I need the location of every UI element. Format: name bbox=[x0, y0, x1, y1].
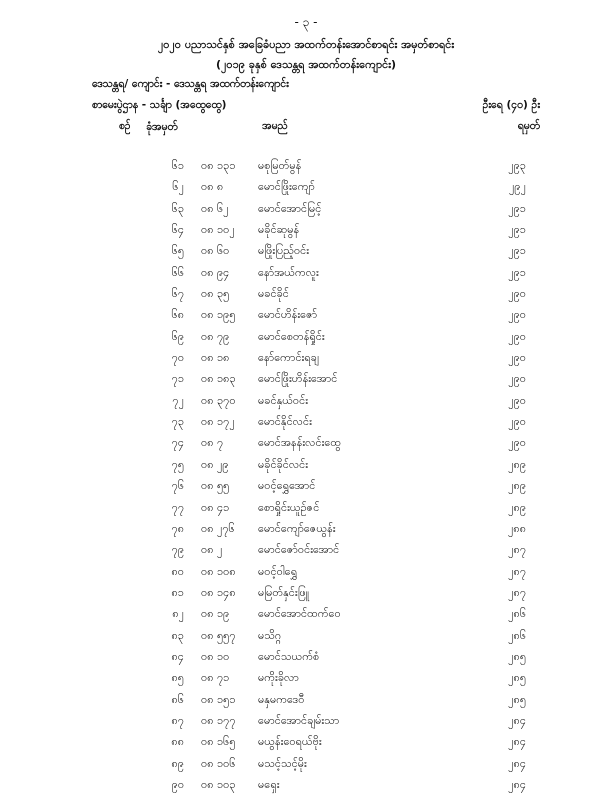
row-serial-no: ၈၅ bbox=[171, 671, 184, 685]
row-score: ၂၈၆ bbox=[508, 607, 526, 621]
table-row bbox=[0, 305, 612, 326]
row-score: ၂၈၇ bbox=[508, 585, 526, 599]
row-name: မရှေး bbox=[258, 777, 280, 791]
row-serial-no: ၈၇ bbox=[171, 713, 184, 727]
table-row bbox=[0, 348, 612, 369]
row-roll-number: ၀၈ ၁၆၅ bbox=[201, 735, 236, 749]
row-score: ၂၉၃ bbox=[508, 159, 526, 172]
row-serial-no: ၆၁ bbox=[171, 159, 184, 172]
row-score: ၂၉၀ bbox=[508, 287, 526, 301]
table-row bbox=[0, 562, 612, 583]
row-roll-number: ၀၈ ၁၀၃ bbox=[201, 777, 236, 791]
row-score: ၂၉၀ bbox=[508, 329, 526, 343]
row-serial-no: ၈၃ bbox=[171, 628, 184, 642]
row-name: မောင်အောင်ထက်ဝေ bbox=[258, 607, 341, 621]
exam-department-line: စာမေးပွဲဌာန - သင်္ချာ (အထွေထွေ) bbox=[92, 99, 227, 111]
row-serial-no: ၈၂ bbox=[172, 607, 184, 621]
row-name: မသင့်သင့်မိုး bbox=[258, 756, 307, 770]
row-roll-number: ၀၈ ၁၇၂ bbox=[201, 415, 235, 429]
page-number: - ၃ - bbox=[294, 15, 318, 29]
table-row bbox=[0, 498, 612, 519]
table-row bbox=[0, 369, 612, 390]
row-score: ၂၉၁ bbox=[508, 201, 526, 215]
table-row bbox=[0, 647, 612, 668]
row-serial-no: ၇၉ bbox=[171, 543, 184, 557]
row-name: မယွန်းဝေရယ်ဗိုး bbox=[258, 735, 322, 749]
row-serial-no: ၈၀ bbox=[171, 564, 184, 578]
row-roll-number: ၀၈ ၄၁ bbox=[201, 500, 230, 514]
row-serial-no: ၇၅ bbox=[171, 457, 184, 471]
row-serial-no: ၈၈ bbox=[171, 735, 184, 749]
table-row bbox=[0, 156, 612, 177]
row-score: ၂၈၈ bbox=[508, 521, 526, 535]
row-score: ၂၈၄ bbox=[508, 735, 526, 749]
row-serial-no: ၆၃ bbox=[171, 201, 184, 215]
row-score: ၂၉၀ bbox=[508, 351, 526, 365]
table-row bbox=[0, 412, 612, 433]
row-serial-no: ၆၇ bbox=[171, 287, 184, 301]
header-score: ရမှတ် bbox=[517, 120, 540, 132]
row-roll-number: ၀၈ ၁၈ bbox=[201, 351, 230, 365]
row-roll-number: ၀၈ ၉၄ bbox=[201, 265, 230, 279]
row-roll-number: ၀၈ ၆၂ bbox=[201, 201, 229, 215]
row-score: ၂၉၁ bbox=[508, 244, 526, 258]
row-name: မောင်ဟိန်းဇော် bbox=[258, 308, 318, 322]
row-score: ၂၉၀ bbox=[508, 436, 526, 450]
row-roll-number: ၀၈ ၁၀၂ bbox=[201, 223, 235, 237]
row-name: မဝင့်ဝါရွှေ bbox=[258, 564, 298, 578]
table-row bbox=[0, 754, 612, 775]
row-serial-no: ၈၁ bbox=[171, 585, 184, 599]
table-row bbox=[0, 775, 612, 796]
table-row bbox=[0, 476, 612, 497]
row-score: ၂၉၂ bbox=[509, 180, 526, 194]
row-roll-number: ၀၈ ၁၈၃ bbox=[201, 372, 236, 386]
table-row bbox=[0, 604, 612, 625]
row-score: ၂၈၄ bbox=[508, 713, 526, 727]
row-name: မောင်ကျော်ဇေယွန်း bbox=[258, 521, 336, 535]
row-serial-no: ၈၆ bbox=[171, 692, 184, 706]
row-roll-number: ၀၈ ၆၀ bbox=[201, 244, 230, 258]
row-serial-no: ၆၈ bbox=[171, 308, 184, 322]
table-row bbox=[0, 732, 612, 753]
row-serial-no: ၆၆ bbox=[171, 265, 184, 279]
row-roll-number: ၀၈ ၁၀၈ bbox=[201, 564, 236, 578]
row-roll-number: ၀၈ ၁၉၅ bbox=[201, 308, 236, 322]
row-roll-number: ၀၈ ၁၃၁ bbox=[201, 159, 236, 172]
row-roll-number: ၀၈ ၁၀၆ bbox=[201, 756, 236, 770]
table-row bbox=[0, 284, 612, 305]
table-header bbox=[0, 120, 612, 150]
row-score: ၂၈၉ bbox=[508, 500, 526, 514]
document-title: ၂၀၂၀ ပညာသင်နှစ် အခြေခံပညာ အထက်တန်းအောင်စာရင်း အမှတ်စာရင်း bbox=[157, 38, 455, 51]
row-serial-no: ၇၈ bbox=[171, 521, 184, 535]
table-row bbox=[0, 327, 612, 348]
row-score: ၂၈၉ bbox=[508, 479, 526, 493]
row-score: ၂၉၁ bbox=[508, 223, 526, 237]
row-score: ၂၈၆ bbox=[508, 628, 526, 642]
row-serial-no: ၇၂ bbox=[172, 393, 184, 407]
row-name: မောင်ဇော်ဝင်းအောင် bbox=[258, 543, 340, 557]
row-score: ၂၉၀ bbox=[508, 308, 526, 322]
row-roll-number: ၀၈ ၈ bbox=[201, 180, 224, 194]
table-row bbox=[0, 690, 612, 711]
row-name: မစုမြတ်မွန် bbox=[258, 159, 302, 172]
document-subtitle: (၂၀၁၉ ခုနှစ် ဒေသန္တရ အထက်တန်းကျောင်း) bbox=[215, 58, 397, 71]
row-serial-no: ၇၆ bbox=[171, 479, 184, 493]
table-row bbox=[0, 583, 612, 604]
row-serial-no: ၇၇ bbox=[171, 500, 184, 514]
row-serial-no: ၆၉ bbox=[171, 329, 184, 343]
row-roll-number: ၀၈ ၅၅ bbox=[201, 479, 230, 493]
row-serial-no: ၇၃ bbox=[171, 415, 184, 429]
region-school-line: ဒေသန္တရ/ ကျောင်း - ဒေသန္တရ အထက်တန်းကျောင်း bbox=[92, 78, 289, 90]
table-row bbox=[0, 711, 612, 732]
row-roll-number: ၀၈ ၅၅၇ bbox=[201, 628, 236, 642]
row-score: ၂၈၉ bbox=[508, 457, 526, 471]
row-serial-no: ၆၄ bbox=[171, 223, 184, 237]
row-name: မောင်ဖြိုးကျော် bbox=[258, 180, 315, 194]
row-roll-number: ၀၈ ၁၄၈ bbox=[201, 585, 236, 599]
row-serial-no: ၈၉ bbox=[171, 756, 184, 770]
table-row bbox=[0, 433, 612, 454]
table-row bbox=[0, 241, 612, 262]
row-roll-number: ၀၈ ၇ bbox=[201, 436, 224, 450]
row-score: ၂၈၅ bbox=[508, 692, 526, 706]
results-table bbox=[0, 156, 612, 796]
row-score: ၂၈၇ bbox=[508, 564, 526, 578]
table-row bbox=[0, 519, 612, 540]
row-name: မဖြိုးပြည့်ဝင်း bbox=[258, 244, 310, 258]
row-name: မနှမကဒေဝီ bbox=[258, 692, 305, 706]
row-roll-number: ၀၈ ၇၉ bbox=[201, 329, 230, 343]
candidate-count: ဦးရေ (၄၀) ဦး bbox=[482, 99, 540, 111]
row-name: စောရှိုင်းယူဉ်ဇင် bbox=[258, 500, 320, 514]
row-roll-number: ၀၈ ၁၇၇ bbox=[201, 713, 236, 727]
row-name: နော်အယ်ကလူး bbox=[258, 265, 319, 279]
table-row bbox=[0, 263, 612, 284]
row-name: မမြတ်နှင်းဖြူ bbox=[258, 585, 310, 599]
row-score: ၂၉၀ bbox=[508, 372, 526, 386]
header-serial-no: စဉ် bbox=[119, 120, 131, 132]
row-roll-number: ၀၈ ၃၅ bbox=[201, 287, 230, 301]
row-roll-number: ၀၈ ၂၇၆ bbox=[201, 521, 235, 535]
row-score: ၂၈၄ bbox=[508, 756, 526, 770]
table-row bbox=[0, 177, 612, 198]
row-name: နော်ကောင်းရချ bbox=[258, 351, 319, 365]
row-score: ၂၉၀ bbox=[508, 393, 526, 407]
row-roll-number: ၀၈ ၁၉ bbox=[201, 607, 230, 621]
row-score: ၂၈၅ bbox=[508, 671, 526, 685]
row-name: မဝင့်ရွှေအောင် bbox=[258, 479, 316, 493]
row-score: ၂၉၁ bbox=[508, 265, 526, 279]
table-row bbox=[0, 391, 612, 412]
row-name: မောင်အောင်ချမ်းသာ bbox=[258, 713, 340, 727]
row-score: ၂၈၇ bbox=[508, 543, 526, 557]
row-name: မခင်ခိုင် bbox=[258, 287, 289, 301]
row-name: မောင်နိုင်လင်း bbox=[258, 415, 312, 429]
row-roll-number: ၀၈ ၁၀ bbox=[201, 649, 230, 663]
row-name: မောင်အနန်းလင်းထွေ bbox=[258, 436, 341, 450]
table-row bbox=[0, 626, 612, 647]
table-row bbox=[0, 455, 612, 476]
row-serial-no: ၇၄ bbox=[171, 436, 184, 450]
row-name: မကိုးခိုလာ bbox=[258, 671, 299, 685]
table-row bbox=[0, 199, 612, 220]
row-name: မောင်စေတန်ရှိုင်း bbox=[258, 329, 325, 343]
row-name: မခိုင်ခိုင်လင်း bbox=[258, 457, 309, 471]
row-serial-no: ၇၀ bbox=[171, 351, 184, 365]
row-roll-number: ၀၈ ၃၇၀ bbox=[201, 393, 236, 407]
table-row bbox=[0, 220, 612, 241]
row-serial-no: ၆၂ bbox=[172, 180, 184, 194]
header-name: အမည် bbox=[262, 120, 288, 132]
row-name: မောင်အောင်မြင့် bbox=[258, 201, 322, 215]
row-score: ၂၈၅ bbox=[508, 649, 526, 663]
row-serial-no: ၇၁ bbox=[171, 372, 184, 386]
table-row bbox=[0, 668, 612, 689]
row-serial-no: ၉၀ bbox=[171, 777, 184, 791]
row-serial-no: ၈၄ bbox=[171, 649, 184, 663]
row-name: မောင်ဖြိုးဟိန်းအောင် bbox=[258, 372, 338, 386]
row-name: မောင်သယက်စံ bbox=[258, 649, 320, 663]
row-roll-number: ၀၈ ၂ bbox=[201, 543, 223, 557]
row-roll-number: ၀၈ ၁၅၁ bbox=[201, 692, 236, 706]
header-roll-number: ခုံအမှတ် bbox=[146, 121, 178, 133]
row-name: မခိုင်ဆုမွန် bbox=[258, 223, 300, 237]
table-row bbox=[0, 540, 612, 561]
row-name: မသိဂ္ဂ bbox=[258, 628, 282, 642]
row-roll-number: ၀၈ ၇၁ bbox=[201, 671, 230, 685]
row-serial-no: ၆၅ bbox=[171, 244, 184, 258]
row-score: ၂၉၀ bbox=[508, 415, 526, 429]
row-roll-number: ၀၈ ၂၉ bbox=[201, 457, 229, 471]
row-name: မခင်နှယ်ဝင်း bbox=[258, 393, 309, 407]
row-score: ၂၈၄ bbox=[508, 777, 526, 791]
